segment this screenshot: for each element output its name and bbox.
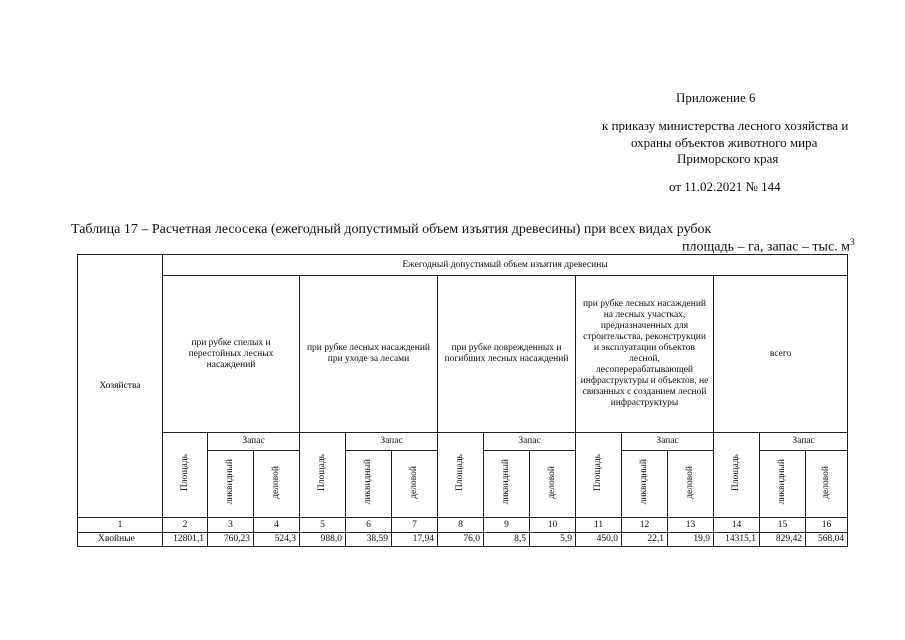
- value-cell: 12801,1: [163, 533, 208, 547]
- top-header: Ежегодный допустимый объем изъятия древесины: [163, 255, 848, 276]
- business-header: [254, 451, 300, 518]
- liquid-header-label: ликвидный: [639, 459, 649, 505]
- business-header-label: деловой: [271, 465, 281, 499]
- group-header-thinning: при рубке лесных насаждений при уходе за лесами: [300, 276, 438, 433]
- order-date: от 11.02.2021 № 144: [669, 179, 781, 194]
- group-header-infrastructure: при рубке лесных насаждений на лесных участках, предназначенных для строительства, реконструкции и эксплуатации объектов лесной, лесоперерабатывающей инфраструктуры и объектов, не связанных с созданием лесной инфраструктуры: [576, 276, 714, 433]
- liquid-header-label: ликвидный: [363, 459, 373, 505]
- area-header: [163, 433, 208, 518]
- value-cell: 450,0: [576, 533, 622, 547]
- column-number: 2: [163, 518, 208, 533]
- group-header-damaged: при рубке поврежденных и погибших лесных насаждений: [438, 276, 576, 433]
- column-number: 15: [760, 518, 806, 533]
- order-line-2: охраны объектов животного мира: [631, 135, 818, 150]
- liquid-header: [760, 451, 806, 518]
- column-number: 13: [668, 518, 714, 533]
- business-header-label: деловой: [821, 465, 832, 499]
- area-header-label: Площадь: [179, 454, 190, 492]
- column-number: 14: [714, 518, 760, 533]
- liquid-header: [346, 451, 392, 518]
- area-header: [300, 433, 346, 518]
- column-number: 16: [806, 518, 848, 533]
- value-cell: 829,42: [760, 533, 806, 547]
- area-header-label: Площадь: [731, 454, 741, 492]
- value-cell: 568,04: [806, 533, 848, 547]
- column-number: 12: [622, 518, 668, 533]
- group-header-mature: при рубке спелых и перестойных лесных насаждений: [163, 276, 300, 433]
- farm-column-header: Хозяйства: [78, 255, 163, 518]
- business-header: [530, 451, 576, 518]
- column-number: 9: [484, 518, 530, 533]
- order-line-1: к приказу министерства лесного хозяйства и: [602, 118, 849, 133]
- liquid-header: [484, 451, 530, 518]
- value-cell: 19,9: [668, 533, 714, 547]
- liquid-header-label: ликвидный: [225, 459, 235, 505]
- row-name-cell: Хвойные: [78, 533, 163, 547]
- column-number: 7: [392, 518, 438, 533]
- business-header-label: деловой: [547, 465, 557, 499]
- appendix-title: Приложение 6: [676, 90, 756, 105]
- business-header-label: деловой: [409, 465, 419, 499]
- group-header-total: всего: [714, 276, 848, 433]
- value-cell: 76,0: [438, 533, 484, 547]
- liquid-header: [208, 451, 254, 518]
- business-header: [806, 451, 848, 518]
- value-cell: 38,59: [346, 533, 392, 547]
- column-number: 8: [438, 518, 484, 533]
- value-cell: 22,1: [622, 533, 668, 547]
- business-header-label: деловой: [685, 465, 695, 499]
- table-row: [78, 533, 848, 547]
- value-cell: 524,3: [254, 533, 300, 547]
- stock-header: Запас: [484, 433, 576, 451]
- value-cell: 14315,1: [714, 533, 760, 547]
- business-header: [668, 451, 714, 518]
- column-number: 1: [78, 518, 163, 533]
- stock-header: Запас: [760, 433, 848, 451]
- liquid-header-label: ликвидный: [501, 459, 511, 505]
- column-number: 6: [346, 518, 392, 533]
- table-caption: Таблица 17 – Расчетная лесосека (ежегодный допустимый объем изъятия древесины) при всех видах рубок: [71, 222, 712, 237]
- area-header: [576, 433, 622, 518]
- column-number: 5: [300, 518, 346, 533]
- area-header-label: Площадь: [317, 454, 327, 492]
- area-header-label: Площадь: [455, 454, 465, 492]
- column-number: 3: [208, 518, 254, 533]
- allowable-cut-table: [77, 254, 848, 547]
- units-superscript: 3: [850, 237, 855, 247]
- stock-header: Запас: [622, 433, 714, 451]
- order-line-3: Приморского края: [677, 151, 779, 166]
- stock-header: Запас: [346, 433, 438, 451]
- column-number: 10: [530, 518, 576, 533]
- value-cell: 760,23: [208, 533, 254, 547]
- liquid-header: [622, 451, 668, 518]
- business-header: [392, 451, 438, 518]
- units-text: площадь – га, запас – тыс. м: [682, 239, 851, 255]
- value-cell: 5,9: [530, 533, 576, 547]
- stock-header: Запас: [208, 433, 300, 451]
- column-number: 4: [254, 518, 300, 533]
- value-cell: 988,0: [300, 533, 346, 547]
- value-cell: 8,5: [484, 533, 530, 547]
- value-cell: 17,94: [392, 533, 438, 547]
- column-number: 11: [576, 518, 622, 533]
- area-header: [438, 433, 484, 518]
- area-header: [714, 433, 760, 518]
- area-header-label: Площадь: [593, 454, 603, 492]
- liquid-header-label: ликвидный: [777, 459, 787, 505]
- units-note: [682, 237, 855, 256]
